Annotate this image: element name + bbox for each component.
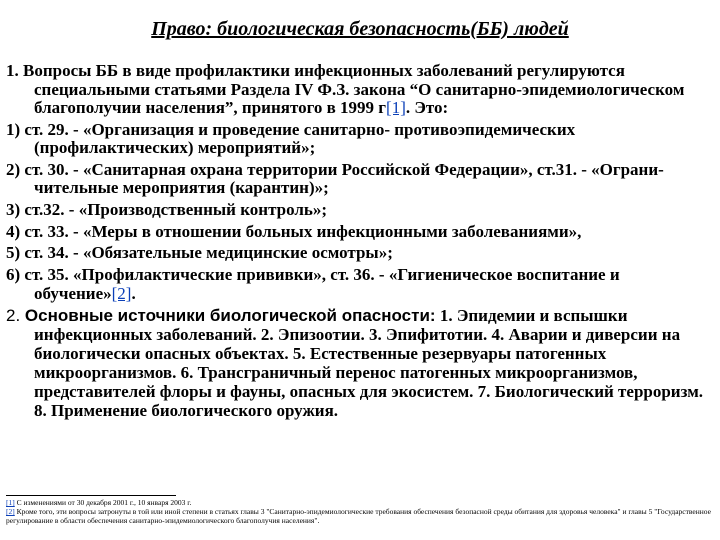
footnote-2-text: Кроме того, эти вопросы затронуты в той или иной степени в статьях главы 3 "Санитарно-эпидемиологические требования обеспечения безопасной среды обитания для здоровья человека" и главы 5 "Государственное регулирование в области обеспечения санитарно-эпидемиологического благополучия населения". — [6, 507, 711, 525]
footnote-1-ref[interactable]: [1] — [6, 498, 15, 507]
paragraph-1-tail: . Это: — [405, 98, 449, 117]
footnote-2-ref[interactable]: [2] — [6, 507, 15, 516]
footnote-1 — [6, 498, 712, 507]
list-item: 4) ст. 33. - «Меры в отношении больных инфекционными заболеваниями», — [6, 221, 582, 241]
footnote-divider — [6, 495, 176, 496]
list-item: 2) ст. 30. - «Санитарная охрана территории Российской Федерации», ст.31. - «Ограни-чительные мероприятия (карантин)»; — [6, 159, 664, 198]
list-item: 3) ст.32. - «Производственный контроль»; — [6, 200, 328, 220]
paragraph-1 — [6, 62, 712, 118]
paragraph-1-text: 1. Вопросы ББ в виде профилактики инфекционных заболеваний регулируются специальными статьями Раздела IV Ф.З. закона “О санитарно-эпидемиологическом благополучии населения”, принятого в 1999 г — [6, 61, 685, 117]
footnote-1-text: С изменениями от 30 декабря 2001 г., 10 января 2003 г. — [14, 498, 192, 507]
paragraph-2-number: 2. — [6, 306, 21, 326]
paragraph-2-lead: Основные источники биологической опасности: — [20, 306, 436, 326]
list-item — [6, 266, 712, 303]
list-item: 1) ст. 29. - «Организация и проведение санитарно- противоэпидемических (профилактических) мероприятий»; — [6, 119, 576, 158]
paragraph-2 — [6, 306, 712, 420]
footnote-link-2[interactable]: [2] — [111, 283, 132, 303]
paragraph-2-body: 1. Эпидемии и вспышки инфекционных заболеваний. 2. Эпизоотии. 3. Эпифитотии. 4. Аварии и диверсии на биологически опасных объектах. 5. Естественные резервуары патогенных микроорганизмов. 6. Трансграничный перенос патогенных микроорганизмов, представителей флоры и фауны, опасных для экосистем. 7. Биологический терроризм. 8. Применение биологического оружия. — [34, 306, 704, 421]
footnote-2 — [6, 507, 712, 525]
list-item-text: 6) ст. 35. «Профилактические прививки», ст. 36. - «Гигиеническое воспитание и обучение» — [6, 265, 620, 303]
list-item-tail: . — [131, 283, 136, 303]
slide-body — [6, 62, 712, 424]
footnote-link-1[interactable]: [1] — [386, 98, 406, 117]
footnotes — [6, 498, 712, 525]
slide-title: Право: биологическая безопасность(ББ) людей — [151, 18, 569, 40]
list-item: 5) ст. 34. - «Обязательные медицинские осмотры»; — [6, 243, 393, 263]
